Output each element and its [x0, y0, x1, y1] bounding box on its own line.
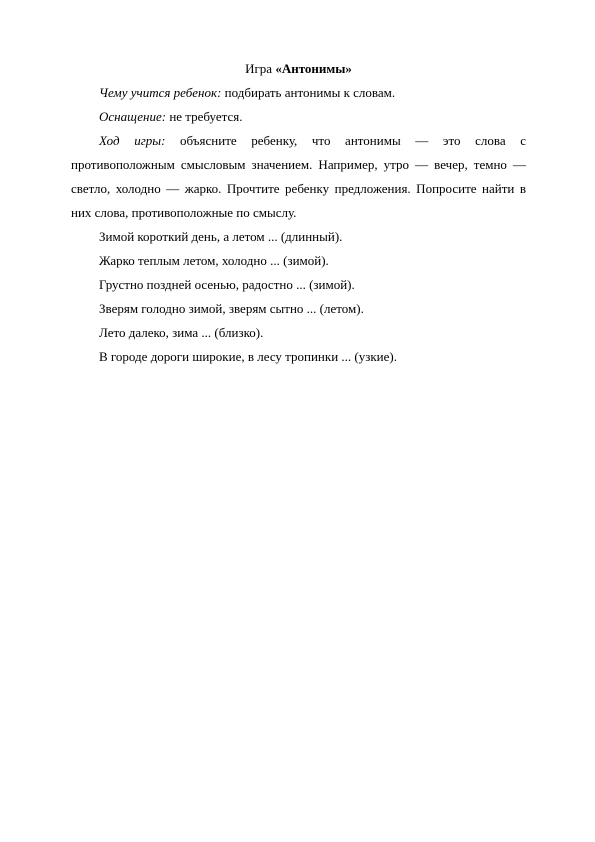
- learn-paragraph: [71, 81, 526, 105]
- sentence-item: В городе дороги широкие, в лесу тропинки ... (узкие).: [99, 349, 397, 364]
- game-label: Ход игры:: [99, 133, 166, 148]
- title-prefix: Игра: [245, 61, 276, 76]
- learn-label: Чему учится ребенок:: [99, 85, 222, 100]
- learn-text: подбирать антонимы к словам.: [221, 85, 396, 100]
- sentence-item: Зверям голодно зимой, зверям сытно ... (летом).: [99, 301, 364, 316]
- sentence-item: Лето далеко, зима ... (близко).: [99, 325, 264, 340]
- document-body: [71, 57, 526, 369]
- equipment-text: не требуется.: [166, 109, 243, 124]
- game-paragraph: [71, 129, 526, 225]
- sentence-item: Грустно поздней осенью, радостно ... (зимой).: [99, 277, 355, 292]
- equipment-paragraph: [71, 105, 526, 129]
- equipment-label: Оснащение:: [99, 109, 167, 124]
- game-text: объясните ребенку, что антонимы — это слова с противоположным смысловым значением. Например, утро — вечер, темно — светло, холодно — жарко. Прочтите ребенку предложения. Попросите найти в них слова, противоположные по смыслу.: [71, 133, 526, 220]
- title-game-name: «Антонимы»: [275, 61, 352, 76]
- document-title: [71, 57, 526, 81]
- sentence-item: Зимой короткий день, а летом ... (длинный).: [99, 229, 343, 244]
- sentence-item: Жарко теплым летом, холодно ... (зимой).: [99, 253, 329, 268]
